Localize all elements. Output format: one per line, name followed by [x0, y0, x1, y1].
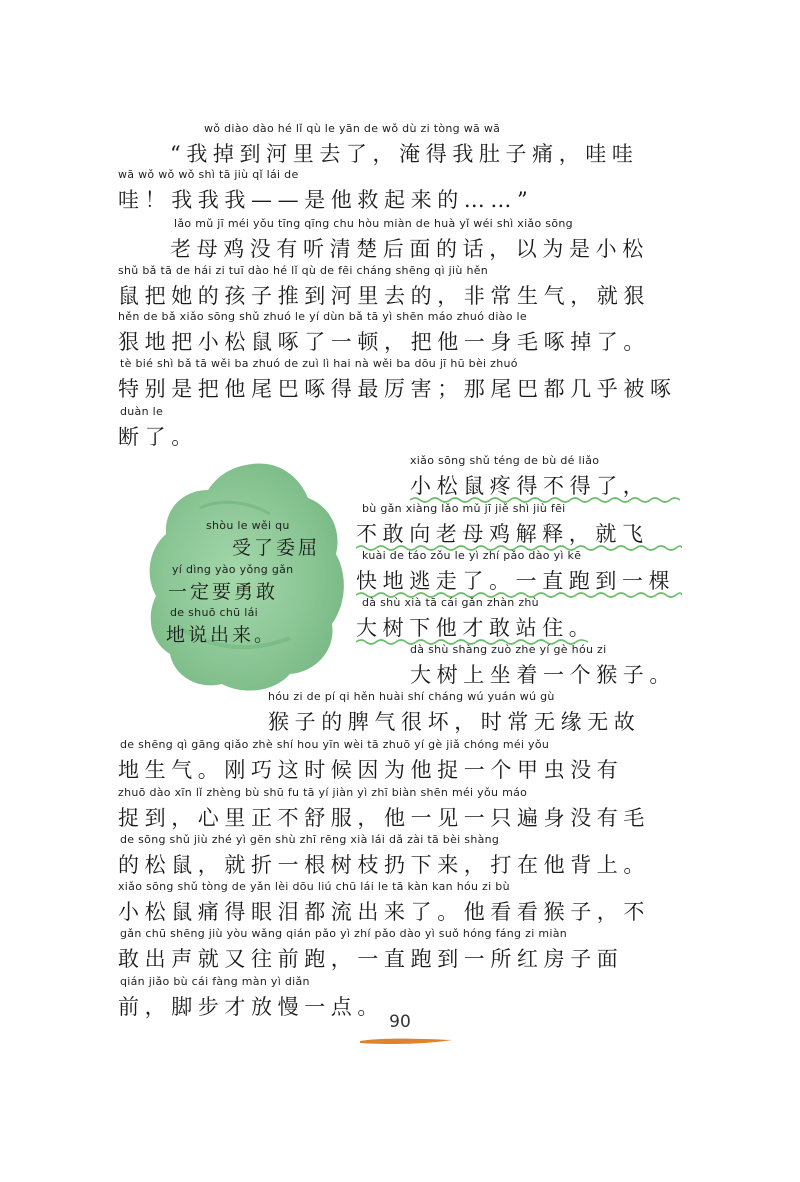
pinyin-line: bù gǎn xiàng lǎo mǔ jī jiě shì jiù fēi: [362, 502, 566, 515]
hanzi-line: 不敢向老母鸡解释，就飞: [356, 522, 649, 546]
hanzi-line: 鼠把她的孩子推到河里去的，非常生气，就狠: [118, 284, 650, 308]
text-line: [356, 549, 682, 595]
hanzi-line: 敢出声就又往前跑，一直跑到一所红房子面: [118, 947, 624, 971]
note-pinyin: shòu le wěi qu: [206, 519, 290, 532]
pinyin-line: duàn le: [120, 405, 164, 418]
text-line: [118, 880, 683, 926]
hanzi-line: 捉到，心里正不舒服，他一见一只遍身没有毛: [118, 806, 650, 830]
page-number-brushstroke: [358, 1036, 454, 1046]
pinyin-line: de sōng shǔ jiù zhé yì gēn shù zhī rēng xià lái dǎ zài tā bèi shàng: [120, 833, 500, 846]
pinyin-line: dà shù shàng zuò zhe yí gè hóu zi: [410, 643, 607, 656]
text-line: [410, 454, 680, 500]
note-line: [166, 606, 316, 646]
text-line: [118, 357, 678, 403]
hanzi-line: 断了。: [118, 425, 198, 449]
hanzi-line: 哇！我我我——是他救起来的……”: [118, 188, 534, 212]
pinyin-line: qián jiǎo bù cái fàng màn yì diǎn: [120, 975, 310, 988]
text-line: [118, 927, 683, 973]
note-pinyin: yí dìng yào yǒng gǎn: [172, 563, 294, 576]
pinyin-line: xiǎo sōng shǔ tòng de yǎn lèi dōu liú chū lái le tā kàn kan hóu zi bù: [118, 880, 510, 893]
text-line: [118, 168, 678, 214]
hanzi-line: 小松鼠疼得不得了，: [410, 474, 650, 498]
pinyin-line: kuài de táo zǒu le yì zhí pǎo dào yì kē: [362, 549, 582, 562]
hanzi-line: 的松鼠，就折一根树枝扔下来，打在他背上。: [118, 853, 650, 877]
pinyin-line: hěn de bǎ xiǎo sōng shǔ zhuó le yí dùn bǎ tā yì shēn máo zhuó diào le: [118, 310, 527, 323]
pinyin-line: dà shù xià tā cái gǎn zhàn zhù: [362, 596, 539, 609]
hanzi-line: 猴子的脾气很坏，时常无缘无故: [268, 710, 641, 734]
pinyin-line: wǒ diào dào hé lǐ qù le yān de wǒ dù zi tòng wā wā: [204, 122, 501, 135]
note-pinyin: de shuō chū lái: [170, 606, 258, 619]
pinyin-line: xiǎo sōng shǔ téng de bù dé liǎo: [410, 454, 600, 467]
hanzi-line: “我掉到河里去了，淹得我肚子痛，哇哇: [170, 142, 639, 166]
text-line: [268, 690, 682, 736]
text-line: [118, 405, 318, 451]
text-line: [118, 786, 683, 832]
text-line: [118, 833, 683, 879]
hanzi-line: 小松鼠痛得眼泪都流出来了。他看看猴子，不: [118, 900, 650, 924]
text-line: [356, 502, 682, 548]
hanzi-line: 大树下他才敢站住。: [356, 616, 596, 640]
hanzi-line: 特别是把他尾巴啄得最厉害；那尾巴都几乎被啄: [118, 377, 677, 401]
text-line: [356, 596, 596, 642]
note-hanzi: 地说出来。: [166, 624, 277, 646]
note-hanzi: 受了委屈: [232, 537, 321, 559]
text-line: [170, 122, 690, 168]
hanzi-line: 狠地把小松鼠啄了一顿，把他一身毛啄掉了。: [118, 330, 650, 354]
note-hanzi: 一定要勇敢: [168, 581, 279, 603]
pinyin-line: zhuō dào xīn lǐ zhèng bù shū fu tā yí jiàn yì zhī biàn shēn méi yǒu máo: [118, 786, 528, 799]
pinyin-line: wā wǒ wǒ wǒ shì tā jiù qǐ lái de: [118, 168, 299, 181]
pinyin-line: tè bié shì bǎ tā wěi ba zhuó de zuì lì hai nà wěi ba dōu jī hū bèi zhuó: [120, 357, 518, 370]
hanzi-line: 快地逃走了。一直跑到一棵: [356, 569, 676, 593]
pinyin-line: de shēng qì gāng qiǎo zhè shí hou yīn wèi tā zhuō yí gè jiǎ chóng méi yǒu: [120, 738, 550, 751]
pinyin-line: lǎo mǔ jī méi yǒu tīng qīng chu hòu miàn de huà yǐ wéi shì xiǎo sōng: [174, 217, 573, 230]
pinyin-line: shǔ bǎ tā de hái zi tuī dào hé lǐ qù de fēi cháng shēng qì jiù hěn: [118, 264, 489, 277]
note-line: [166, 519, 321, 559]
hanzi-line: 大树上坐着一个猴子。: [410, 663, 676, 687]
note-line: [166, 563, 316, 603]
pinyin-line: gǎn chū shēng jiù yòu wǎng qián pǎo yì zhí pǎo dào yì suǒ hóng fáng zi miàn: [120, 927, 568, 940]
text-line: [118, 264, 678, 310]
text-line: [170, 217, 680, 263]
hanzi-line: 地生气。刚巧这时候因为他捉一个甲虫没有: [118, 758, 624, 782]
hanzi-line: 老母鸡没有听清楚后面的话，以为是小松: [170, 237, 649, 261]
text-line: [118, 738, 683, 784]
pinyin-line: hóu zi de pí qi hěn huài shí cháng wú yuán wú gù: [268, 690, 555, 703]
text-line: [410, 643, 680, 689]
page-number: 90: [389, 1012, 411, 1032]
hanzi-line: 前，脚步才放慢一点。: [118, 995, 384, 1019]
text-line: [118, 310, 678, 356]
